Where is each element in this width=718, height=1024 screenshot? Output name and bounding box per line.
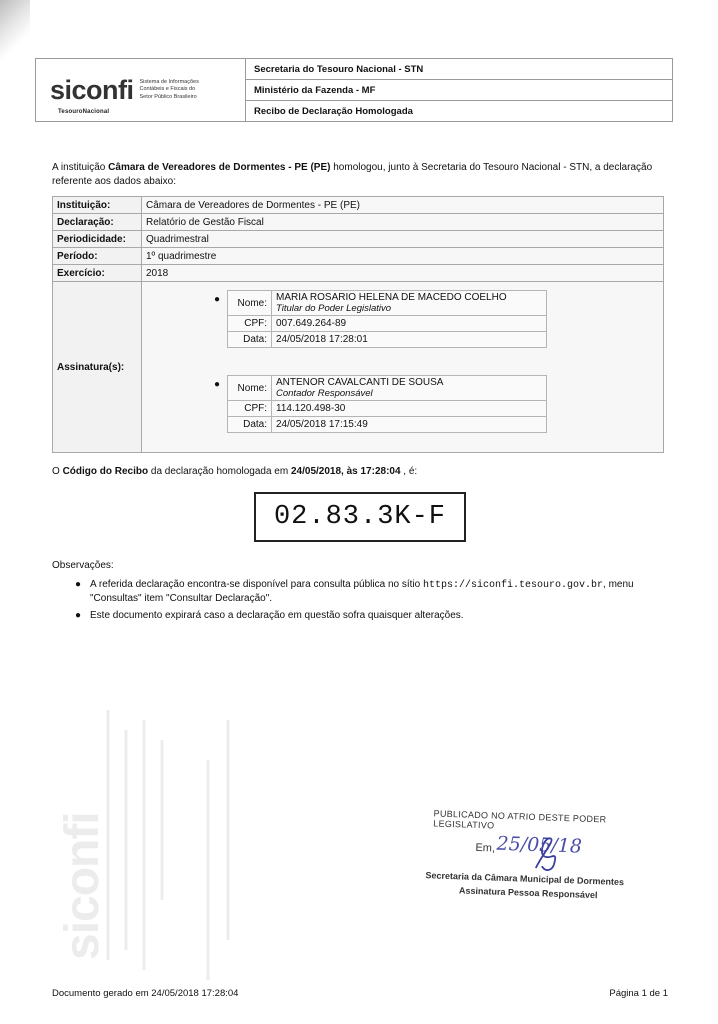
cpf-label: CPF: (228, 401, 272, 417)
row-label: Declaração: (53, 214, 142, 231)
sig-cpf-row (228, 316, 547, 332)
header-row-ministry: Ministério da Fazenda - MF (246, 80, 672, 101)
signer-role: Titular do Poder Legislativo (276, 303, 392, 314)
table-row (53, 214, 664, 231)
table-row (53, 231, 664, 248)
date-label: Data: (228, 332, 272, 348)
signer-date: 24/05/2018 17:15:49 (272, 417, 547, 433)
siconfi-url-link[interactable]: https://siconfi.tesouro.gov.br (422, 580, 604, 591)
intro-prefix: A instituição (52, 162, 109, 173)
bullet-icon: ● (214, 379, 221, 390)
bleed-through-text (88, 700, 278, 990)
obs-item1-prefix: A referida declaração encontra-se disponível para consulta pública no sítio (90, 579, 423, 590)
observations-title: Observações: (52, 560, 114, 571)
receipt-code-label: Código do Recibo (62, 466, 149, 477)
cpf-label: CPF: (228, 316, 272, 332)
intro-suffix: homologou, junto à Secretaria do Tesouro Nacional - STN, a declaração referente aos dados abaixo: (52, 162, 653, 187)
signatures-row (53, 282, 664, 453)
sig-name-row (228, 291, 547, 316)
obs-item1-suffix: , menu "Consultas" item "Consultar Declaração". (90, 579, 634, 604)
table-row (53, 265, 664, 282)
sig-cpf-row (228, 401, 547, 417)
siconfi-logo (36, 59, 246, 121)
receipt-datetime: 24/05/2018, às 17:28:04 (290, 466, 401, 477)
logo-wordmark: siconfi (50, 74, 134, 105)
list-item (75, 609, 675, 622)
footer-generated-date: Documento gerado em 24/05/2018 17:28:04 (52, 988, 239, 999)
receipt-prefix: O (52, 466, 63, 477)
stamp-secretary-text: Secretaria da Câmara Municipal de Dormentes (425, 870, 625, 888)
date-label: Data: (228, 417, 272, 433)
row-label: Instituição: (53, 197, 142, 214)
signer-role: Contador Responsável (276, 388, 373, 399)
header-row-receipt-title: Recibo de Declaração Homologada (254, 105, 413, 117)
signer-date: 24/05/2018 17:28:01 (272, 332, 547, 348)
receipt-code-box: 02.83.3K-F (254, 492, 466, 542)
intro-paragraph (52, 161, 672, 189)
signer-name-cell (272, 376, 547, 401)
sig-date-row (228, 332, 547, 348)
table-row (53, 197, 664, 214)
signer-name-cell (272, 291, 547, 316)
signatures-cell (142, 282, 664, 453)
footer-page-number: Página 1 de 1 (609, 988, 668, 999)
receipt-suffix: , é: (400, 466, 418, 477)
signature-block (142, 282, 663, 367)
observations-list (75, 578, 675, 626)
name-label: Nome: (228, 291, 272, 316)
signer-cpf: 114.120.498-30 (272, 401, 547, 417)
row-value: Quadrimestral (142, 231, 664, 248)
obs-item2: Este documento expirará caso a declaração em questão sofra quaisquer alterações. (90, 610, 464, 621)
row-label: Exercício: (53, 265, 142, 282)
sig-name-row (228, 376, 547, 401)
declaration-details-table (52, 196, 664, 453)
logo-subtitle: TesouroNacional (58, 109, 110, 115)
signer-name: MARIA ROSARIO HELENA DE MACEDO COELHO (276, 292, 507, 303)
signatures-label: Assinatura(s): (53, 282, 142, 453)
row-label: Período: (53, 248, 142, 265)
signer-cpf: 007.649.264-89 (272, 316, 547, 332)
stamp-responsible-text: Assinatura Pessoa Responsável (458, 885, 598, 901)
sig-date-row (228, 417, 547, 433)
signature-block (142, 367, 663, 452)
intro-institution: Câmara de Vereadores de Dormentes - PE (PE) (108, 162, 331, 173)
bullet-icon: ● (75, 579, 82, 590)
stamp-published-text: PUBLICADO NO ATRIO DESTE PODER LEGISLATIVO (433, 808, 607, 831)
header-info (246, 59, 672, 121)
row-label: Periodicidade: (53, 231, 142, 248)
document-header (35, 58, 673, 122)
publication-stamp (418, 808, 651, 916)
scan-corner-shadow (0, 0, 30, 60)
handwritten-signature-icon (528, 834, 569, 875)
row-value: 2018 (142, 265, 664, 282)
receipt-middle: da declaração homologada em (148, 466, 291, 477)
list-item (75, 578, 675, 605)
row-value: Câmara de Vereadores de Dormentes - PE (PE) (142, 197, 664, 214)
bullet-icon: ● (75, 610, 82, 621)
header-row-stn: Secretaria do Tesouro Nacional - STN (246, 59, 672, 80)
row-value: 1º quadrimestre (142, 248, 664, 265)
stamp-handwritten-date: 25/05/18 (496, 832, 583, 858)
logo-tagline: Sistema de Informações Contábeis e Fiscais do Setor Público Brasileiro (139, 79, 199, 100)
signature-grid (227, 375, 547, 433)
name-label: Nome: (228, 376, 272, 401)
receipt-sentence (52, 466, 417, 477)
signer-name: ANTENOR CAVALCANTI DE SOUSA (276, 377, 444, 388)
table-row (53, 248, 664, 265)
row-value: Relatório de Gestão Fiscal (142, 214, 664, 231)
stamp-em-label: Em, (475, 841, 496, 855)
signature-grid (227, 290, 547, 348)
bullet-icon: ● (214, 294, 221, 305)
